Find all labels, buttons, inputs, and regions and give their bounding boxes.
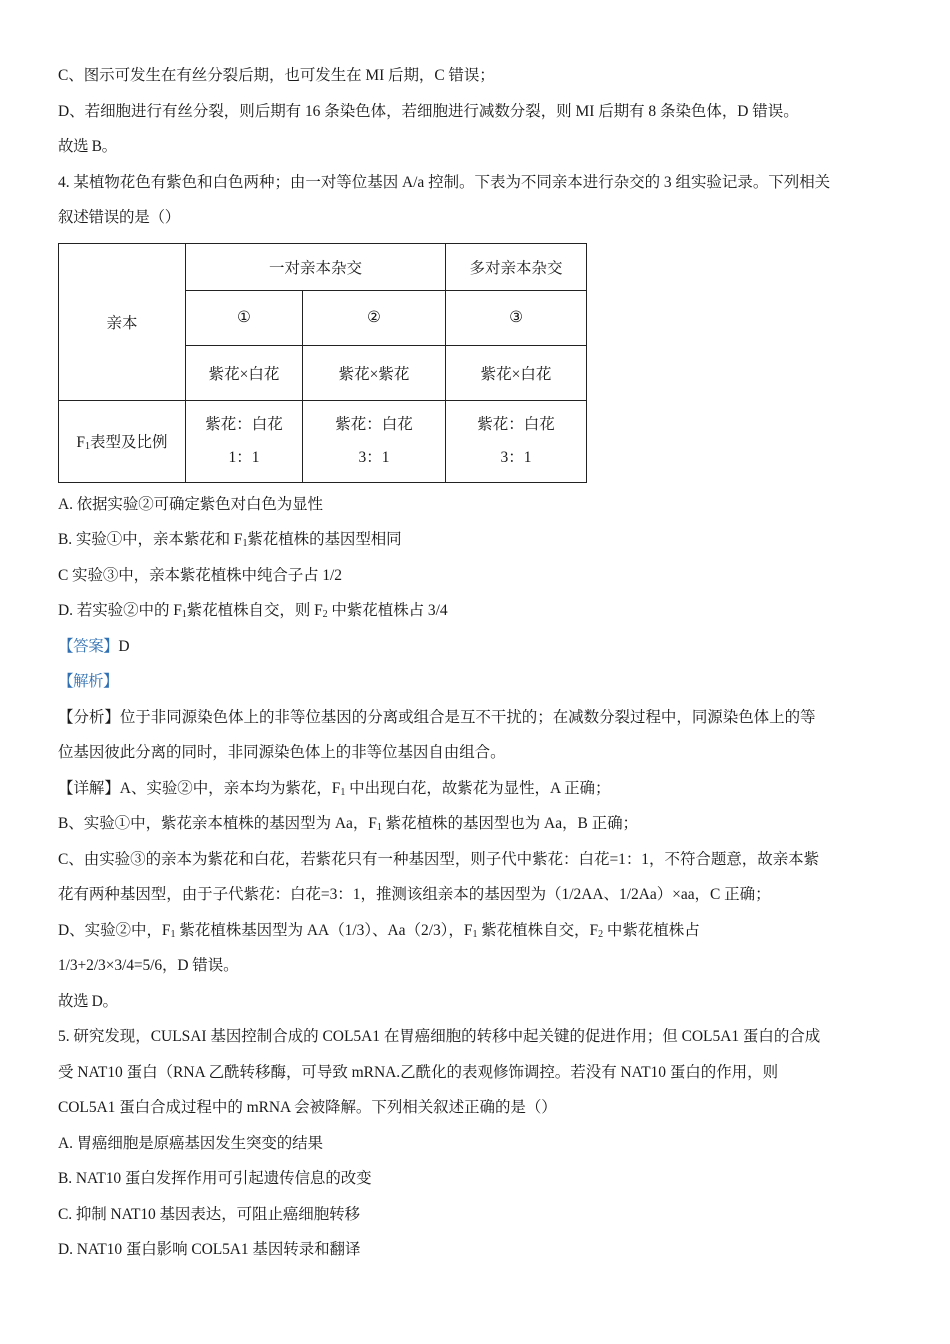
q5-option-c: C. 抑制 NAT10 基因表达，可阻止癌细胞转移 — [58, 1205, 360, 1223]
q5-option-a: A. 胃癌细胞是原癌基因发生突变的结果 — [58, 1134, 323, 1152]
table-f1-label: $F_1$表型及比例 — [59, 400, 186, 482]
q3-option-c-explanation: C、图示可发生在有丝分裂后期，也可发生在 MI 后期，C 错误； — [58, 67, 495, 84]
q3-choose: 故选 B。 — [58, 138, 117, 155]
table-parent-label: 亲本 — [59, 243, 186, 400]
q4-option-d: D. 若实验②中的 $F_1$紫花植株自交，则 $F_2$ 中紫花植株占 3/4 — [58, 602, 448, 620]
q5-option-b: B. NAT10 蛋白发挥作用可引起遗传信息的改变 — [58, 1170, 372, 1187]
table-exp-id-1: ① — [186, 290, 303, 345]
table-cross-2: 紫花×紫花 — [303, 345, 446, 400]
table-f1-result-2: 紫花：白花 3：1 — [303, 400, 446, 482]
q4-stem-line-1: 4. 某植物花色有紫色和白色两种；由一对等位基因 A/a 控制。下表为不同亲本进行杂交的 3 组实验记录。下列相关 — [58, 173, 831, 191]
q4-option-b: B. 实验①中，亲本紫花和 $F_1$紫花植株的基因型相同 — [58, 531, 402, 549]
q5-stem-line-1: 5. 研究发现，CULSAI 基因控制合成的 COL5A1 在胃癌细胞的转移中起关键的促进作用；但 COL5A1 蛋白的合成 — [58, 1028, 821, 1045]
table-f1-result-1: 紫花：白花 1：1 — [186, 400, 303, 482]
q4-stem-line-2: 叙述错误的是（） — [58, 209, 181, 226]
table-exp-id-3: ③ — [446, 290, 587, 345]
detail-c-line-1: C、由实验③的亲本为紫花和白花，若紫花只有一种基因型，则子代中紫花：白花=1：1，不符合题意，故亲本紫 — [58, 850, 820, 868]
detail-b: B、实验①中，紫花亲本植株的基因型为 Aa，$F_1$ 紫花植株的基因型也为 Aa，B 正确； — [58, 815, 638, 833]
document-page — [58, 58, 898, 1268]
fenxi-line-1: 【分析】位于非同源染色体上的非等位基因的分离或组合是互不干扰的；在减数分裂过程中，同源染色体上的等 — [58, 708, 816, 726]
table-exp-id-2: ② — [303, 290, 446, 345]
q4-choose: 故选 D。 — [58, 992, 118, 1010]
fenxi-line-2: 位基因彼此分离的同时，非同源染色体上的非等位基因自由组合。 — [58, 744, 506, 761]
q5-stem-line-3: COL5A1 蛋白合成过程中的 mRNA 会被降解。下列相关叙述正确的是（） — [58, 1099, 557, 1116]
table-header-multi-pair: 多对亲本杂交 — [446, 243, 587, 290]
q4-option-a: A. 依据实验②可确定紫色对白色为显性 — [58, 495, 323, 513]
table-f1-result-3: 紫花：白花 3：1 — [446, 400, 587, 482]
q3-option-d-explanation: D、若细胞进行有丝分裂，则后期有 16 条染色体，若细胞进行减数分裂，则 MI 后期有 8 条染色体，D 错误。 — [58, 102, 799, 120]
answer-tag: 【答案】 — [58, 637, 119, 655]
q5-option-d: D. NAT10 蛋白影响 COL5A1 基因转录和翻译 — [58, 1241, 361, 1258]
analysis-tag: 【解析】 — [58, 673, 119, 690]
table-cross-3: 紫花×白花 — [446, 345, 587, 400]
experiment-table — [58, 243, 587, 483]
detail-a: 【详解】A、实验②中，亲本均为紫花，$F_1$ 中出现白花，故紫花为显性，A 正确； — [58, 779, 611, 798]
q4-option-c: C 实验③中，亲本紫花植株中纯合子占 1/2 — [58, 566, 342, 584]
q5-stem-line-2: 受 NAT10 蛋白（RNA 乙酰转移酶，可导致 mRNA.乙酰化的表观修饰调控。若没有 NAT10 蛋白的作用，则 — [58, 1063, 779, 1081]
table-header-one-pair: 一对亲本杂交 — [186, 243, 446, 290]
detail-c-line-2: 花有两种基因型，由于子代紫花：白花=3：1，推测该组亲本的基因型为（1/2AA、1/2Aa）×aa，C 正确； — [58, 886, 771, 903]
detail-d-line-1: D、实验②中，$F_1$ 紫花植株基因型为 AA（1/3）、Aa（2/3），$F_1$ 紫花植株自交，$F_2$ 中紫花植株占 — [58, 921, 700, 940]
q4-answer: 【答案】D — [58, 637, 130, 655]
table-cross-1: 紫花×白花 — [186, 345, 303, 400]
detail-d-line-2: 1/3+2/3×3/4=5/6，D 错误。 — [58, 957, 239, 974]
